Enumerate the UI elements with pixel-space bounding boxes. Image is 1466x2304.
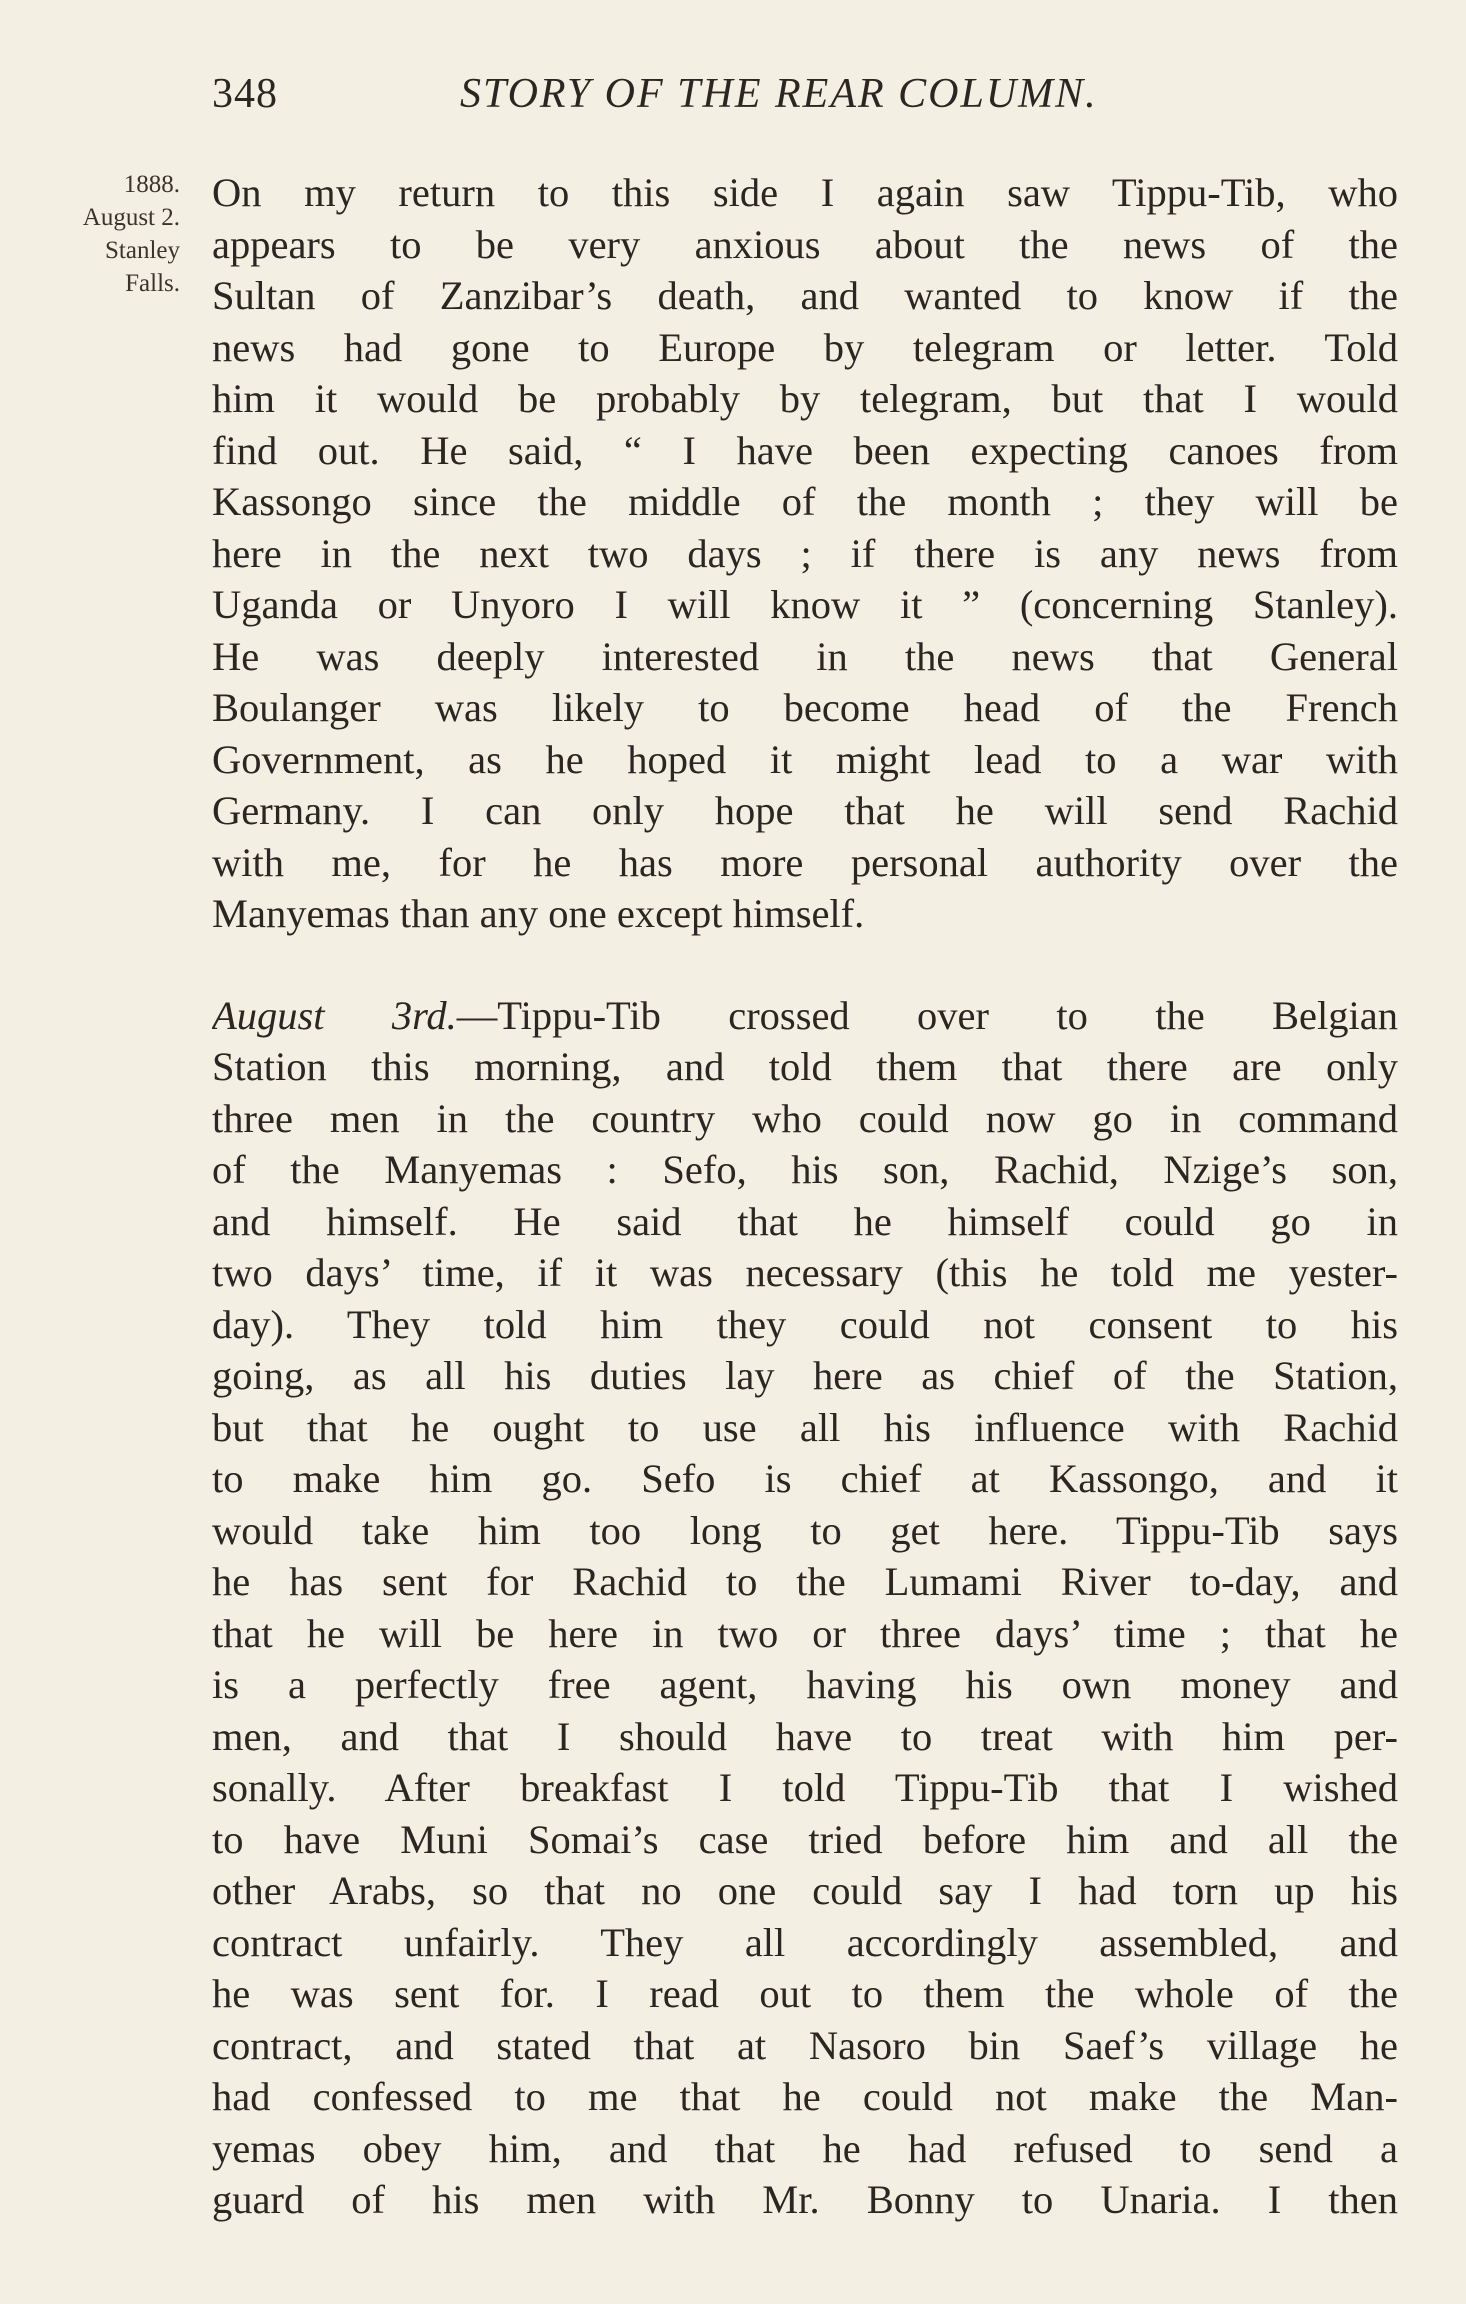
text-line: that he will be here in two or three days’ time ; that he <box>212 1610 1398 1656</box>
text-line: appears to be very anxious about the news of the <box>212 221 1398 267</box>
text-line: had confessed to me that he could not make the Man- <box>212 2074 1398 2119</box>
page-number: 348 <box>212 71 278 117</box>
body-text <box>212 167 1398 2226</box>
text-line: men, and that I should have to treat with him per- <box>212 1713 1398 1759</box>
text-line <box>212 990 1398 1042</box>
text-line: to have Muni Somai’s case tried before him and all the <box>212 1816 1398 1862</box>
text-line: Uganda or Unyoro I will know it ” (concerning Stanley). <box>212 582 1398 627</box>
text-line: Station this morning, and told them that there are only <box>212 1044 1398 1089</box>
margin-note-date: August 2. <box>82 204 180 231</box>
text-line: news had gone to Europe by telegram or letter. Told <box>212 324 1398 370</box>
text-line: find out. He said, “ I have been expecting canoes from <box>212 427 1398 473</box>
text-line: he was sent for. I read out to them the whole of the <box>212 1971 1398 2016</box>
running-title: STORY OF THE REAR COLUMN. <box>460 71 1098 117</box>
text-line: of the Manyemas : Sefo, his son, Rachid, Nzige’s son, <box>212 1147 1398 1192</box>
text-line: going, as all his duties lay here as chief of the Station, <box>212 1353 1398 1398</box>
text-line: contract, and stated that at Nasoro bin Saef’s village he <box>212 2022 1398 2068</box>
running-head <box>212 70 1398 120</box>
text-line: to make him go. Sefo is chief at Kassongo, and it <box>212 1456 1398 1501</box>
text-line: day). They told him they could not consent to his <box>212 1301 1398 1347</box>
text-line: is a perfectly free agent, having his own money and <box>212 1662 1398 1707</box>
text-line: other Arabs, so that no one could say I had torn up his <box>212 1868 1398 1913</box>
margin-note-place: Falls. <box>125 270 180 297</box>
text-line: would take him too long to get here. Tippu-Tib says <box>212 1507 1398 1553</box>
text-line: Boulanger was likely to become head of the French <box>212 685 1398 730</box>
paragraph <box>212 990 1398 2226</box>
text-line: sonally. After breakfast I told Tippu-Tib that I wished <box>212 1765 1398 1810</box>
margin-note-year: 1888. <box>123 171 180 198</box>
margin-note <box>30 168 180 300</box>
text-line: Manyemas than any one except himself. <box>212 891 865 936</box>
text-line: yemas obey him, and that he had refused to send a <box>212 2125 1398 2171</box>
text-line: Germany. I can only hope that he will send Rachid <box>212 788 1398 833</box>
text-line: here in the next two days ; if there is any news from <box>212 530 1398 576</box>
text-line: Kassongo since the middle of the month ; they will be <box>212 479 1398 524</box>
paragraph <box>212 167 1398 940</box>
entry-text: —Tippu-Tib crossed over to the Belgian <box>456 992 1398 1038</box>
text-line: contract unfairly. They all accordingly assembled, and <box>212 1919 1398 1965</box>
margin-note-place: Stanley <box>105 237 180 264</box>
text-line: he has sent for Rachid to the Lumami River to-day, and <box>212 1559 1398 1604</box>
text-line: Sultan of Zanzibar’s death, and wanted to know if the <box>212 273 1398 318</box>
text-line: him it would be probably by telegram, but that I would <box>212 376 1398 421</box>
text-line: three men in the country who could now go in command <box>212 1095 1398 1141</box>
text-line: with me, for he has more personal authority over the <box>212 839 1398 885</box>
text-line: two days’ time, if it was necessary (this he told me yester- <box>212 1250 1398 1295</box>
paragraph-gap <box>212 940 1398 990</box>
text-line: On my return to this side I again saw Tippu-Tib, who <box>212 170 1398 215</box>
text-line: but that he ought to use all his influence with Rachid <box>212 1404 1398 1450</box>
text-line: He was deeply interested in the news that General <box>212 633 1398 679</box>
entry-date: August 3rd. <box>212 992 457 1038</box>
text-line: and himself. He said that he himself could go in <box>212 1198 1398 1244</box>
text-line: Government, as he hoped it might lead to a war with <box>212 736 1398 782</box>
text-line: guard of his men with Mr. Bonny to Unaria. I then <box>212 2177 1398 2222</box>
